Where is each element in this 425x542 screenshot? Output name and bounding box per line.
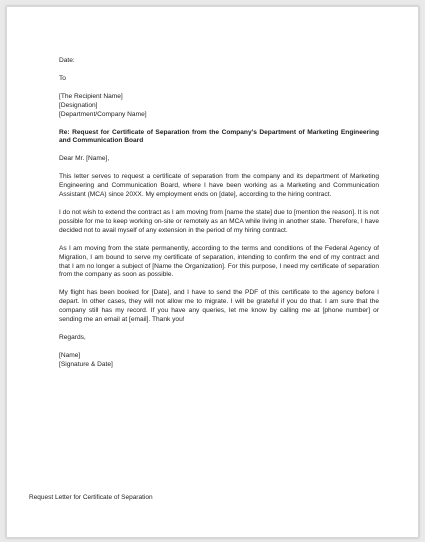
recipient-department: [Department/Company Name] [59, 110, 147, 118]
subject-line: Re: Request for Certificate of Separation from the Company’s Department of Marketing Engineering and Communication Board [59, 128, 379, 145]
paragraph-migration: As I am moving from the state permanently, according to the terms and conditions of the Federal Agency of Migration, I am bound to serve my certificate of separation, intending to confirm the end of my contract and that I am no longer a subject of [Name the Organization]. For this purpose, I need my certificate of separation from the company as soon as possible. [59, 244, 379, 279]
paragraph-reason: I do not wish to extend the contract as I am moving from [name the state] due to [mention the reason]. It is not possible for me to keep working on-site or remotely as an MCA while living in another state. Therefore, I have decided not to avail myself of any extension in the period of my hiring contract. [59, 208, 379, 234]
closing: Regards, [59, 333, 86, 341]
to-label: To [59, 74, 66, 82]
salutation: Dear Mr. [Name], [59, 155, 110, 163]
signer-name: [Name] [59, 351, 81, 359]
date-label: Date: [59, 57, 75, 64]
recipient-name: [The Recipient Name] [59, 92, 123, 100]
page-footer-caption: Request Letter for Certificate of Separation [29, 494, 153, 501]
letter-body [59, 57, 379, 370]
signature-date: [Signature & Date] [59, 360, 113, 368]
paragraph-intro: This letter serves to request a certificate of separation from the company and its department of Marketing Engineering and Communication Board, where I have been working as a Marketing and Communication Assistant (MCA) since 20XX. My employment ends on [date], according to the hiring contract. [59, 173, 379, 199]
document-page [6, 6, 419, 538]
paragraph-flight: My flight has been booked for [Date], and I have to send the PDF of this certificate to the agency before I depart. In other cases, they will not allow me to migrate. I will be grateful if you do that. I am sure that the company still has my record. If you have any queries, let me know by calling me at [phone number] or sending me an email at [email]. Thank you! [59, 289, 379, 324]
recipient-designation: [Designation] [59, 101, 98, 109]
